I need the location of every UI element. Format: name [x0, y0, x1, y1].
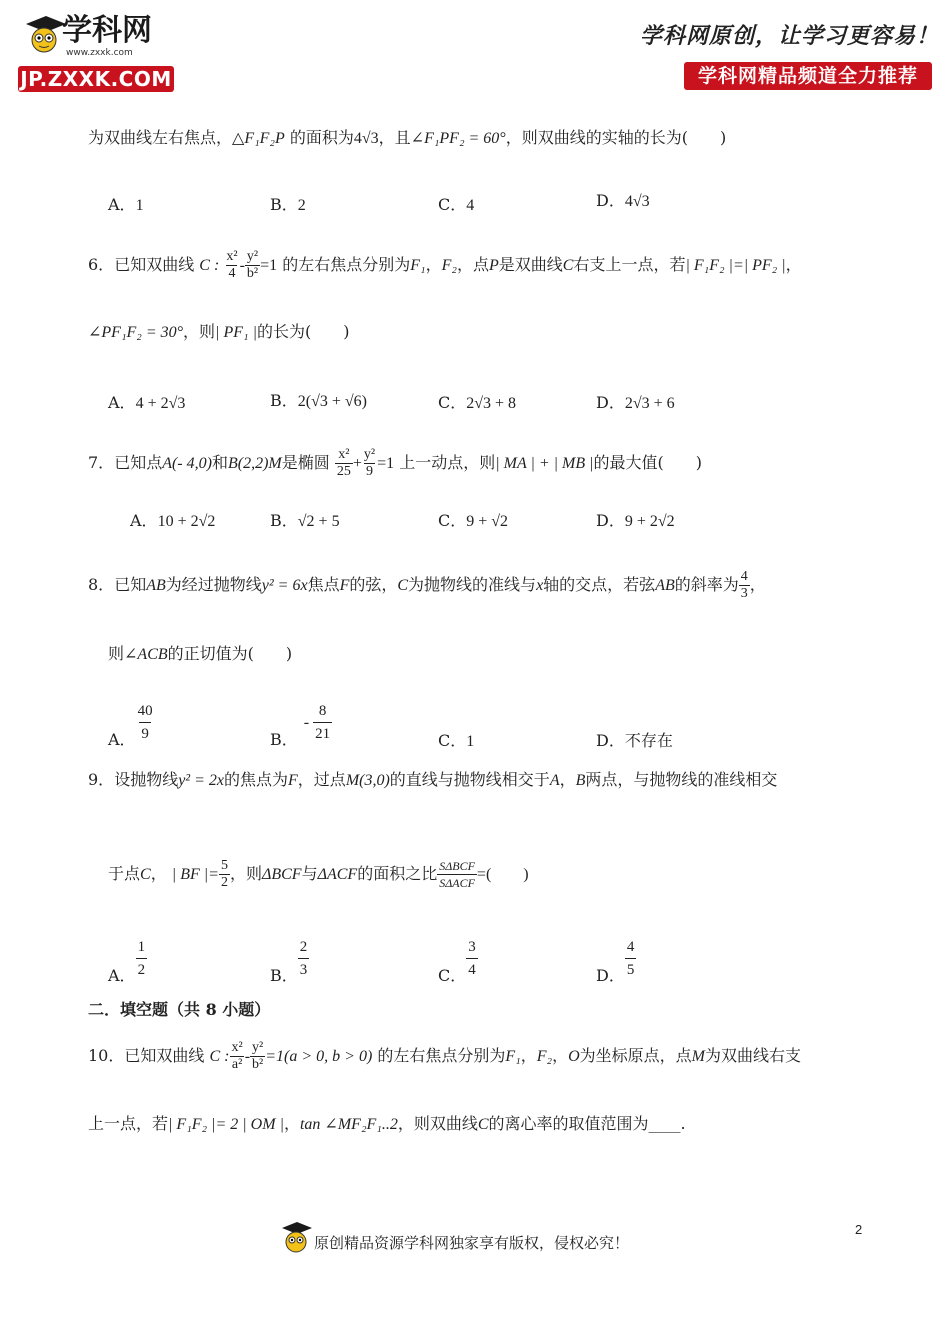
q9-ratio-eq: =( ) [476, 866, 529, 883]
q5-expr-c: ∠F₁PF₂ = 60° [410, 130, 506, 147]
q5-text-b: 的面积为 [284, 128, 354, 147]
q9-bf: | BF |= [171, 866, 219, 883]
logo-text: 学科网 [62, 13, 152, 48]
q10-condition: | F₁F₂ |= 2 | OM | [168, 1116, 284, 1133]
q9-text-a: 设抛物线 [114, 770, 179, 789]
q7-expr: | MA | + | MB | [495, 455, 594, 472]
q9-option-a: A． $\frac{1}{2}$ [108, 939, 146, 985]
q5-stem [88, 128, 726, 149]
q6-option-a: A．4 + 2√3 [108, 393, 186, 412]
recommend-banner: 学科网精品频道全力推荐 [684, 62, 932, 90]
q6-c-label: C : [199, 257, 220, 274]
logo [22, 14, 182, 58]
q7-stem [88, 442, 702, 485]
q6-text-h: 的长为( ) [256, 322, 350, 341]
q7-frac-2: $\frac{\text{y²}}{9}$ [363, 447, 376, 479]
q9-text-e: ， [559, 770, 576, 789]
q10-text-a: 已知双曲线 [124, 1046, 205, 1065]
q6-p: P [488, 257, 499, 274]
q10-c: C [477, 1116, 489, 1133]
q7-text-d: 上一动点，则 [399, 453, 496, 472]
q10-stem-line2 [88, 1114, 686, 1135]
section-title: 二．填空题（共 8 小题） [88, 1000, 271, 1019]
q10-m: M [691, 1048, 705, 1065]
q7-option-c: C．9 + √2 [438, 511, 509, 530]
q8-text-c: 焦点 [307, 575, 340, 594]
q7-number: 7． [88, 453, 115, 472]
q10-f2: F₂ [536, 1048, 553, 1065]
q8-angle: ∠ACB [124, 646, 168, 663]
q7-text-a: 已知点 [114, 453, 163, 472]
q8-text-g: 的斜率为 [674, 575, 739, 594]
q10-tan: tan ∠MF₂F₁..2 [299, 1116, 398, 1133]
q10-eq: =1(a > 0, b > 0) [265, 1048, 373, 1065]
q6-text-e: 右支上一点，若 [573, 255, 686, 274]
q6-f1: F₁ [410, 257, 426, 274]
q9-stem-line2 [108, 852, 529, 897]
q6-minus: - [239, 257, 245, 274]
q7-option-d: D．9 + 2√2 [596, 511, 675, 530]
q8-stem-line2 [108, 644, 292, 665]
q9-text-c: ，过点 [297, 770, 346, 789]
slogan: 学科网原创，让学习更容易！ [640, 23, 940, 49]
q9-option-b: B． $\frac{2}{3}$ [270, 939, 308, 985]
q8-line2-a: 则 [108, 644, 125, 663]
q8-slope: $\frac{4}{3}$ [740, 569, 748, 601]
q10-line2-b: ， [283, 1114, 300, 1133]
q10-text-e: 为双曲线右支 [705, 1046, 802, 1065]
q5-option-d: D．4√3 [596, 191, 650, 210]
q10-line2-d: 的离心率的取值范围为____. [488, 1114, 686, 1133]
logo-domain: JP.ZXXK.COM [18, 66, 174, 92]
q8-f: F [339, 577, 350, 594]
q6-angle: ∠PF₁F₂ = 30° [88, 324, 184, 341]
q7-option-a: A．10 + 2√2 [130, 511, 216, 530]
q6-text-g: ，则 [183, 322, 216, 341]
footer-mascot-icon [280, 1220, 314, 1258]
q6-stem-line2 [88, 322, 349, 343]
q5-expr-a: F₁F₂P [244, 130, 285, 147]
q8-ab: AB [146, 577, 166, 594]
q9-line2-b: ， [150, 864, 167, 883]
q9-triangle-1: ΔBCF [261, 866, 302, 883]
q6-text-c: ，点 [456, 255, 489, 274]
q9-line2-d: 与 [301, 864, 318, 883]
q6-stem: 6．已知双曲线 C : $\frac{\text{x²}}{4}$ - $\frac{\text{y²}}{\text{b²}}$ =1 的左右焦点分别为F₁，F₂，点P是双曲线C右支上一点，若| F₁F₂ |=| PF₂ |， [88, 249, 802, 281]
q7-text-e: 的最大值( ) [593, 453, 703, 472]
q6-option-d: D．2√3 + 6 [596, 393, 675, 412]
q6-option-c: C．2√3 + 8 [438, 393, 517, 412]
q10-text-b: 的左右焦点分别为 [377, 1046, 506, 1065]
q8-text-a: 已知 [114, 575, 147, 594]
q9-bf-frac: $\frac{5}{2}$ [220, 858, 228, 890]
q7-eq: =1 [377, 455, 395, 472]
q10-text-c: ， [552, 1046, 569, 1065]
q7-text-b: 和 [211, 453, 228, 472]
q9-a: A [549, 772, 560, 789]
q8-ab-2: AB [655, 577, 675, 594]
q6-pf1: | PF₁ | [215, 324, 257, 341]
q5-text-a: 为双曲线左右焦点，△ [88, 128, 245, 147]
q6-frac-2: $\frac{\text{y²}}{\text{b²}}$ [246, 249, 259, 281]
q9-m: M(3,0) [345, 772, 390, 789]
q9-line2-a: 于点 [108, 864, 141, 883]
q5-option-c: C．4 [438, 195, 475, 214]
q6-text-a: 已知双曲线 [114, 255, 195, 274]
q8-stem [88, 564, 766, 607]
q10-c-label: C : [209, 1048, 230, 1065]
q8-text-e: 为抛物线的准线与 [408, 575, 537, 594]
q8-option-a: A． $\frac{40}{9}$ [108, 703, 153, 749]
q10-frac-1: $\frac{\text{x²}}{\text{a²}}$ [231, 1040, 243, 1072]
q6-option-b: B．2(√3 + √6) [270, 391, 368, 410]
q10-text-d: 为坐标原点，点 [579, 1046, 692, 1065]
q10-f1: F₁ [505, 1048, 521, 1065]
q5-option-a: A．1 [108, 195, 144, 214]
q5-option-b: B．2 [270, 195, 306, 214]
q5-text-d: ，则双曲线的实轴的长为( ) [505, 128, 727, 147]
q6-text-f: ， [785, 255, 802, 274]
q9-parabola: y² = 2x [178, 772, 224, 789]
q8-text-b: 为经过抛物线 [165, 575, 262, 594]
q10-number: 10． [88, 1046, 125, 1065]
q9-option-c: C． $\frac{3}{4}$ [438, 939, 476, 985]
q8-option-b: B．- $\frac{8}{21}$ [270, 703, 331, 749]
q10-line2-c: ，则双曲线 [397, 1114, 478, 1133]
q5-text-c: ，且 [378, 128, 411, 147]
q9-ratio: $\frac{\text{SΔBCF}}{\text{SΔACF}}$ [439, 859, 475, 890]
q9-option-d: D． $\frac{4}{5}$ [596, 939, 635, 985]
q10-frac-2: $\frac{\text{y²}}{\text{b²}}$ [252, 1040, 264, 1072]
q10-o: O [568, 1048, 580, 1065]
logo-url: www.zxxk.com [66, 48, 133, 58]
q6-text-d: 是双曲线 [498, 255, 563, 274]
q9-b: B [575, 772, 586, 789]
q9-number: 9． [88, 770, 115, 789]
q5-expr-b: 4√3 [353, 130, 379, 147]
q6-frac-1: $\frac{\text{x²}}{4}$ [226, 249, 238, 281]
q7-point-a: A(- 4,0) [162, 455, 212, 472]
q9-f: F [288, 772, 298, 789]
q8-c: C [397, 577, 409, 594]
q9-triangle-2: ΔACF [317, 866, 358, 883]
q7-option-b: B．√2 + 5 [270, 511, 340, 530]
q9-stem [88, 770, 777, 791]
q10-line2-a: 上一点，若 [88, 1114, 169, 1133]
q9-c: C [140, 866, 151, 883]
q8-text-h: ， [749, 575, 766, 594]
q9-text-d: 的直线与抛物线相交于 [389, 770, 550, 789]
q7-point-b: B(2,2)M [227, 455, 282, 472]
footer-copyright: 原创精品资源学科网独家享有版权，侵权必究！ [314, 1234, 630, 1252]
q6-c: C [562, 257, 574, 274]
q8-line2-b: 的正切值为( ) [167, 644, 293, 663]
q9-line2-c: ，则 [229, 864, 262, 883]
page-number: 2 [855, 1222, 863, 1237]
q8-text-d: 的弦， [349, 575, 398, 594]
q9-line2-e: 的面积之比 [357, 864, 438, 883]
q6-number: 6． [88, 255, 115, 274]
q8-parabola: y² = 6x [261, 577, 308, 594]
q10-minus: - [244, 1048, 251, 1065]
q6-condition: | F₁F₂ |=| PF₂ | [685, 257, 786, 274]
q8-text-f: 轴的交点，若弦 [543, 575, 656, 594]
q6-f2: F₂ [441, 257, 457, 274]
q10-stem: 10．已知双曲线 C : $\frac{\text{x²}}{\text{a²}}$ - $\frac{\text{y²}}{\text{b²}}$ =1(a > 0, b > 0) 的左右焦点分别为F₁，F₂，O为坐标原点，点M为双曲线右支 [88, 1040, 802, 1072]
q6-eq: =1 [260, 257, 278, 274]
q8-option-c: C．1 [438, 731, 475, 750]
q6-text-b: 的左右焦点分别为 [282, 255, 411, 274]
q9-text-f: 两点，与抛物线的准线相交 [585, 770, 778, 789]
q7-text-c: 是椭圆 [281, 453, 330, 472]
q8-number: 8． [88, 575, 115, 594]
q8-option-d: D．不存在 [596, 731, 673, 750]
q7-plus: + [352, 455, 362, 472]
q7-frac-1: $\frac{\text{x²}}{25}$ [336, 447, 351, 479]
q8-x: x [536, 577, 544, 594]
q9-text-b: 的焦点为 [224, 770, 289, 789]
